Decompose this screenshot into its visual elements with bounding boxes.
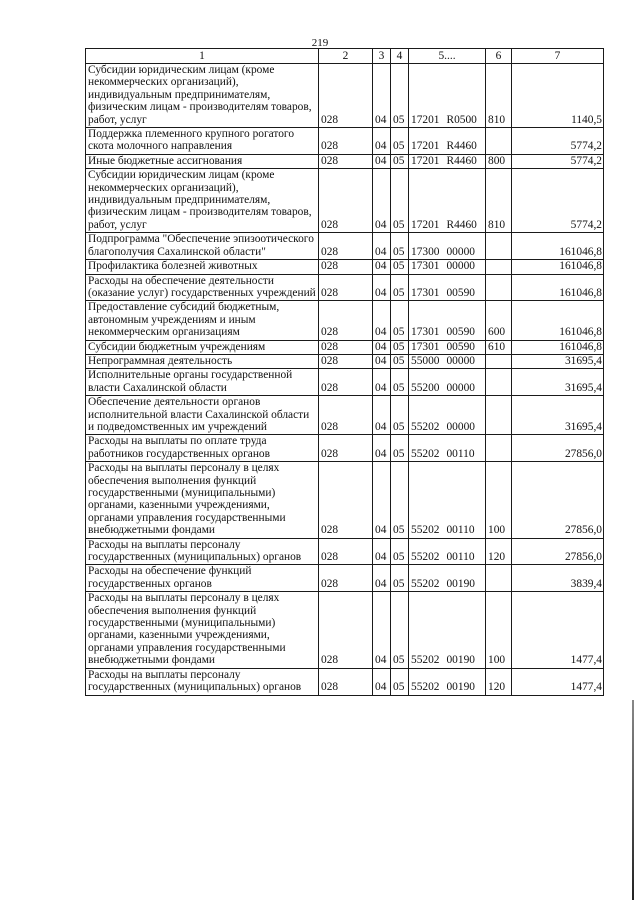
- subsection-code-cell: 05: [391, 369, 409, 396]
- subsection-code-cell: 05: [391, 435, 409, 462]
- row-name-cell: Расходы на обеспечение деятельности (оказание услуг) государственных учреждений: [86, 274, 319, 301]
- amount-cell: 27856,0: [512, 462, 604, 538]
- expense-type-cell: 120: [486, 538, 512, 565]
- amount-cell: 1477,4: [512, 592, 604, 668]
- subsection-code-cell: 05: [391, 462, 409, 538]
- expense-type-cell: 120: [486, 668, 512, 695]
- table-row: [86, 369, 604, 396]
- amount-cell: 161046,8: [512, 274, 604, 301]
- expense-type-cell: [486, 435, 512, 462]
- target-article-program: 55202: [411, 551, 440, 564]
- row-name-cell: Субсидии юридическим лицам (кроме некоммерческих организаций), индивидуальным предпринимателям, физическим лицам - производителям товаров, работ, услуг: [86, 169, 319, 233]
- target-article-direction: 00190: [446, 654, 475, 667]
- header-col-2: 2: [319, 49, 373, 64]
- target-article-direction: 00110: [446, 447, 475, 460]
- row-name-cell: Иные бюджетные ассигнования: [86, 154, 319, 168]
- section-code-cell: 04: [373, 260, 391, 274]
- target-article-direction: 00000: [446, 381, 475, 394]
- amount-cell: 3839,4: [512, 565, 604, 592]
- row-name-cell: Субсидии юридическим лицам (кроме некоммерческих организаций), индивидуальным предпринимателям, физическим лицам - производителям товаров, работ, услуг: [86, 64, 319, 128]
- target-article-direction: 00000: [446, 245, 475, 258]
- target-article-program: 17301: [411, 326, 440, 339]
- amount-cell: 31695,4: [512, 354, 604, 368]
- expense-type-cell: [486, 354, 512, 368]
- expense-type-cell: [486, 260, 512, 274]
- target-article-program: 55202: [411, 577, 440, 590]
- row-name-cell: Расходы на выплаты персоналу государственных (муниципальных) органов: [86, 668, 319, 695]
- table-row: [86, 435, 604, 462]
- subsection-code-cell: 05: [391, 354, 409, 368]
- ministry-code-cell: 028: [319, 154, 373, 168]
- row-name-cell: Профилактика болезней животных: [86, 260, 319, 274]
- table-row: [86, 396, 604, 435]
- target-article-cell: [409, 462, 486, 538]
- scan-edge-shadow: [632, 700, 634, 900]
- ministry-code-cell: 028: [319, 169, 373, 233]
- expense-type-cell: [486, 396, 512, 435]
- target-article-program: 55202: [411, 420, 440, 433]
- target-article-program: 55000: [411, 354, 440, 367]
- row-name-cell: Предоставление субсидий бюджетным, автономным учреждениям и иным некоммерческим организациям: [86, 301, 319, 340]
- section-code-cell: 04: [373, 169, 391, 233]
- table-row: [86, 340, 604, 354]
- target-article-program: 55202: [411, 654, 440, 667]
- section-code-cell: 04: [373, 128, 391, 155]
- ministry-code-cell: 028: [319, 128, 373, 155]
- target-article-direction: R4460: [446, 154, 477, 167]
- ministry-code-cell: 028: [319, 260, 373, 274]
- ministry-code-cell: 028: [319, 233, 373, 260]
- subsection-code-cell: 05: [391, 260, 409, 274]
- subsection-code-cell: 05: [391, 154, 409, 168]
- table-row: [86, 354, 604, 368]
- target-article-cell: [409, 169, 486, 233]
- target-article-cell: [409, 354, 486, 368]
- ministry-code-cell: 028: [319, 274, 373, 301]
- ministry-code-cell: 028: [319, 354, 373, 368]
- amount-cell: 1477,4: [512, 668, 604, 695]
- ministry-code-cell: 028: [319, 668, 373, 695]
- target-article-direction: 00190: [446, 681, 475, 694]
- target-article-direction: 00590: [446, 326, 475, 339]
- amount-cell: 161046,8: [512, 260, 604, 274]
- row-name-cell: Расходы на выплаты по оплате труда работников государственных органов: [86, 435, 319, 462]
- expense-type-cell: 810: [486, 64, 512, 128]
- row-name-cell: Обеспечение деятельности органов исполнительной власти Сахалинской области и подведомственных им учреждений: [86, 396, 319, 435]
- target-article-cell: [409, 396, 486, 435]
- amount-cell: 27856,0: [512, 435, 604, 462]
- target-article-program: 17301: [411, 340, 440, 353]
- amount-cell: 5774,2: [512, 154, 604, 168]
- subsection-code-cell: 05: [391, 64, 409, 128]
- table-row: [86, 233, 604, 260]
- subsection-code-cell: 05: [391, 592, 409, 668]
- target-article-direction: R4460: [446, 218, 477, 231]
- row-name-cell: Расходы на выплаты персоналу в целях обеспечения выполнения функций государственными (муниципальными) органами, казенными учреждениями, органами управления государственными внебюджетными фондами: [86, 592, 319, 668]
- ministry-code-cell: 028: [319, 340, 373, 354]
- table-row: [86, 592, 604, 668]
- target-article-cell: [409, 64, 486, 128]
- section-code-cell: 04: [373, 592, 391, 668]
- subsection-code-cell: 05: [391, 340, 409, 354]
- section-code-cell: 04: [373, 274, 391, 301]
- target-article-direction: 00590: [446, 340, 475, 353]
- target-article-direction: 00190: [446, 577, 475, 590]
- expense-type-cell: [486, 274, 512, 301]
- section-code-cell: 04: [373, 538, 391, 565]
- ministry-code-cell: 028: [319, 396, 373, 435]
- expense-type-cell: [486, 369, 512, 396]
- row-name-cell: Расходы на обеспечение функций государственных органов: [86, 565, 319, 592]
- expense-type-cell: 610: [486, 340, 512, 354]
- ministry-code-cell: 028: [319, 301, 373, 340]
- target-article-direction: 00000: [446, 260, 475, 273]
- section-code-cell: 04: [373, 565, 391, 592]
- target-article-cell: [409, 340, 486, 354]
- header-col-4: 4: [391, 49, 409, 64]
- table-row: [86, 64, 604, 128]
- table-row: [86, 154, 604, 168]
- ministry-code-cell: 028: [319, 538, 373, 565]
- target-article-cell: [409, 592, 486, 668]
- row-name-cell: Расходы на выплаты персоналу государственных (муниципальных) органов: [86, 538, 319, 565]
- row-name-cell: Поддержка племенного крупного рогатого скота молочного направления: [86, 128, 319, 155]
- subsection-code-cell: 05: [391, 274, 409, 301]
- section-code-cell: 04: [373, 354, 391, 368]
- target-article-cell: [409, 128, 486, 155]
- table-row: [86, 462, 604, 538]
- target-article-cell: [409, 668, 486, 695]
- target-article-program: 17300: [411, 245, 440, 258]
- target-article-direction: 00000: [446, 354, 475, 367]
- section-code-cell: 04: [373, 154, 391, 168]
- target-article-program: 17301: [411, 286, 440, 299]
- target-article-program: 17201: [411, 154, 440, 167]
- subsection-code-cell: 05: [391, 668, 409, 695]
- target-article-cell: [409, 565, 486, 592]
- expense-type-cell: [486, 565, 512, 592]
- expense-type-cell: 100: [486, 462, 512, 538]
- row-name-cell: Расходы на выплаты персоналу в целях обеспечения выполнения функций государственными (муниципальными) органами, казенными учреждениями, органами управления государственными внебюджетными фондами: [86, 462, 319, 538]
- section-code-cell: 04: [373, 369, 391, 396]
- expense-type-cell: 810: [486, 169, 512, 233]
- target-article-cell: [409, 435, 486, 462]
- header-col-6: 6: [486, 49, 512, 64]
- target-article-cell: [409, 233, 486, 260]
- ministry-code-cell: 028: [319, 592, 373, 668]
- section-code-cell: 04: [373, 340, 391, 354]
- target-article-program: 55202: [411, 524, 440, 537]
- section-code-cell: 04: [373, 233, 391, 260]
- header-col-5: 5....: [409, 49, 486, 64]
- amount-cell: 31695,4: [512, 396, 604, 435]
- row-name-cell: Непрограммная деятельность: [86, 354, 319, 368]
- amount-cell: 5774,2: [512, 169, 604, 233]
- target-article-program: 55202: [411, 447, 440, 460]
- target-article-cell: [409, 538, 486, 565]
- target-article-direction: 00110: [446, 551, 475, 564]
- ministry-code-cell: 028: [319, 462, 373, 538]
- target-article-cell: [409, 154, 486, 168]
- amount-cell: 27856,0: [512, 538, 604, 565]
- row-name-cell: Субсидии бюджетным учреждениям: [86, 340, 319, 354]
- header-col-3: 3: [373, 49, 391, 64]
- table-row: [86, 274, 604, 301]
- expense-type-cell: 100: [486, 592, 512, 668]
- target-article-cell: [409, 274, 486, 301]
- section-code-cell: 04: [373, 462, 391, 538]
- target-article-program: 17201: [411, 140, 440, 153]
- subsection-code-cell: 05: [391, 128, 409, 155]
- table-row: [86, 128, 604, 155]
- target-article-direction: R0500: [446, 113, 477, 126]
- ministry-code-cell: 028: [319, 435, 373, 462]
- section-code-cell: 04: [373, 435, 391, 462]
- subsection-code-cell: 05: [391, 169, 409, 233]
- section-code-cell: 04: [373, 668, 391, 695]
- target-article-direction: R4460: [446, 140, 477, 153]
- row-name-cell: Исполнительные органы государственной власти Сахалинской области: [86, 369, 319, 396]
- amount-cell: 161046,8: [512, 233, 604, 260]
- expense-type-cell: 600: [486, 301, 512, 340]
- budget-table: [85, 48, 604, 696]
- target-article-direction: 00110: [446, 524, 475, 537]
- target-article-cell: [409, 260, 486, 274]
- target-article-direction: 00000: [446, 420, 475, 433]
- expense-type-cell: [486, 233, 512, 260]
- subsection-code-cell: 05: [391, 565, 409, 592]
- table-row: [86, 668, 604, 695]
- ministry-code-cell: 028: [319, 369, 373, 396]
- header-row: [86, 49, 604, 64]
- table-row: [86, 169, 604, 233]
- section-code-cell: 04: [373, 64, 391, 128]
- target-article-program: 17201: [411, 218, 440, 231]
- target-article-program: 55200: [411, 381, 440, 394]
- target-article-program: 17301: [411, 260, 440, 273]
- amount-cell: 1140,5: [512, 64, 604, 128]
- table-row: [86, 565, 604, 592]
- expense-type-cell: [486, 128, 512, 155]
- target-article-cell: [409, 301, 486, 340]
- subsection-code-cell: 05: [391, 233, 409, 260]
- target-article-program: 17201: [411, 113, 440, 126]
- table-row: [86, 301, 604, 340]
- amount-cell: 161046,8: [512, 301, 604, 340]
- header-col-1: 1: [86, 49, 319, 64]
- ministry-code-cell: 028: [319, 565, 373, 592]
- expense-type-cell: 800: [486, 154, 512, 168]
- target-article-program: 55202: [411, 681, 440, 694]
- row-name-cell: Подпрограмма "Обеспечение эпизоотического благополучия Сахалинской области": [86, 233, 319, 260]
- section-code-cell: 04: [373, 301, 391, 340]
- header-col-7: 7: [512, 49, 604, 64]
- subsection-code-cell: 05: [391, 396, 409, 435]
- target-article-cell: [409, 369, 486, 396]
- ministry-code-cell: 028: [319, 64, 373, 128]
- amount-cell: 161046,8: [512, 340, 604, 354]
- subsection-code-cell: 05: [391, 538, 409, 565]
- target-article-direction: 00590: [446, 286, 475, 299]
- subsection-code-cell: 05: [391, 301, 409, 340]
- amount-cell: 31695,4: [512, 369, 604, 396]
- section-code-cell: 04: [373, 396, 391, 435]
- table-row: [86, 260, 604, 274]
- amount-cell: 5774,2: [512, 128, 604, 155]
- page-number: 219: [311, 37, 329, 49]
- table-row: [86, 538, 604, 565]
